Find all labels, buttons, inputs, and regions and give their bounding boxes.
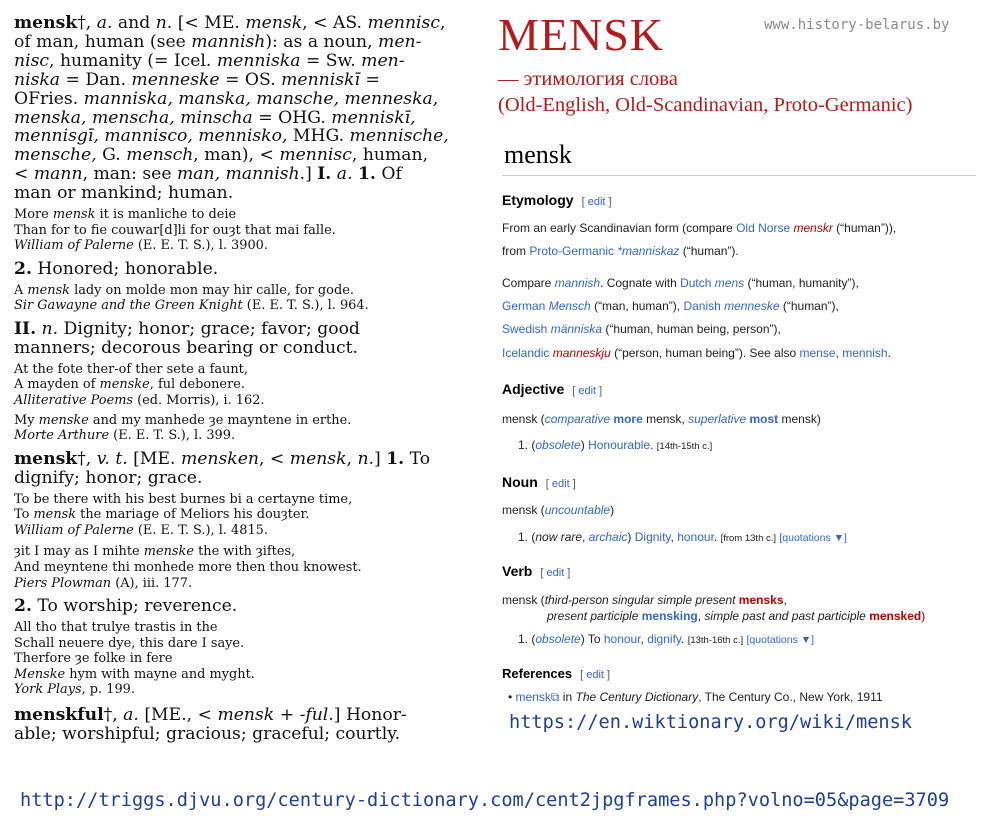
text-run: mensk [33,507,77,523]
text-run: nisc [14,50,50,71]
text-run: [ME., < [138,704,218,725]
wiki-link[interactable]: Old Norse [736,221,791,235]
text-run: mennisc [367,13,440,33]
text-run: , The Century Co., New York, 1911 [698,690,883,704]
text-run: the with ȝiftes, [193,544,296,560]
wiki-link[interactable]: Honourable [588,438,651,452]
text-run: mensch [126,145,194,166]
definition-line [14,127,460,146]
text-run: mennisc [279,145,352,166]
citation-line [14,393,450,409]
headword-divider [502,175,976,176]
text-run: York Plays [14,682,82,698]
text-run: , ful debonere. [149,377,245,393]
definition-line [14,52,460,71]
wiki-link[interactable]: comparative [544,412,611,426]
wiktionary-headword: mensk [504,140,572,169]
text-run: lady on molde mon may hir calle, for gode. [69,282,354,298]
text-run: menneske [131,69,220,90]
text-run: third-person singular simple present [544,593,736,607]
wiki-link[interactable]: uncountable [544,503,611,517]
text-run: (“human”)), [832,221,897,235]
wiki-link[interactable]: honour [677,530,714,544]
definition-line [14,33,460,52]
text-run: mensk [52,207,96,223]
citation-line [14,636,450,652]
text-run: (E. E. T. S.), l. 3900. [133,238,268,254]
text-run: , [582,530,589,544]
citation-line [14,682,450,698]
text-run: Alliterative Poems [14,392,134,408]
text-run: , [783,593,787,607]
wiki-link[interactable]: Mensch [548,299,591,313]
text-run: Morte Arthure [14,428,110,444]
text-run: 1. [357,164,376,185]
text-run: Compare [502,276,555,290]
etymology-line [502,244,739,258]
text-run: (A), iii. 177. [111,575,193,591]
text-run: At the fote ther-of ther sete a faunt, [14,361,248,377]
text-run: ( [537,593,545,607]
text-run: To worship; reverence. [31,596,238,617]
definition-line [14,165,460,184]
text-run: . [650,438,657,452]
citation-line [14,207,450,223]
text-run: , [346,448,358,469]
text-run: mann [33,164,83,185]
text-run: the mariage of Meliors his douȝter. [76,507,310,523]
text-run: = Sw. [300,50,362,71]
text-run: mensk, [642,412,689,426]
citation-line [14,544,450,560]
text-run: , < AS. [302,13,368,33]
etymology-line [502,299,839,313]
text-run: dignify; honor; grace. [14,467,203,488]
page-subtitle [498,66,912,118]
text-run: A [14,282,28,298]
wiki-link[interactable]: dignify [647,632,682,646]
text-run: (E. E. T. S.), l. 399. [109,428,236,444]
text-run: mensk [27,282,70,298]
text-run: mensk [14,13,78,33]
citation-line [14,651,450,667]
text-run: To be there with his best burnes bi a certayne time, [14,491,353,507]
text-run: n. [41,318,59,339]
citation-line [14,238,450,254]
text-run: mensk) [778,412,821,426]
wiki-link[interactable]: Danish [683,299,721,313]
text-run: < [14,164,34,185]
verb-form [502,593,787,607]
text-run: ) To [580,632,604,646]
text-run: mennisgī, mannisco, mennisko, [14,126,288,147]
etymology-line [502,221,896,235]
text-run: ( [537,412,545,426]
wiki-link[interactable]: German [502,299,546,313]
wiki-link[interactable]: mens [714,276,745,290]
wiki-link[interactable]: Dutch [680,276,712,290]
citation-line [14,362,450,378]
text-run: , [670,530,678,544]
text-run: (“person, human being”). See also [610,346,800,360]
text-run: The Century Dictionary [575,690,699,704]
wiktionary-panel [496,130,976,710]
text-run: n. [357,448,375,469]
definition-line [14,339,460,358]
text-run: mannish [191,31,266,52]
text-run: (“human”), [779,299,839,313]
definition-line [14,597,460,616]
text-run: manners; decorous bearing or conduct. [14,337,359,358]
text-run: II. [14,318,37,339]
text-run: MHG. [287,126,350,147]
wiki-link[interactable]: Swedish [502,322,548,336]
edit-link[interactable]: [ edit ] [545,478,576,490]
wiki-link[interactable]: mense [799,346,836,360]
text-run: ): as a noun, [265,31,379,52]
text-run: able; worshipful; gracious; graceful; courtly. [14,723,401,744]
noun-form [502,503,614,517]
wiki-link[interactable]: menneske [724,299,780,313]
text-run: mennische, [349,126,449,147]
text-run: a. [96,13,113,33]
wiki-link[interactable]: archaic [588,530,628,544]
text-run: . Cognate with [600,276,681,290]
subtitle-line-2: (Old-English, Old-Scandinavian, Proto-Germanic) [498,94,913,116]
text-run: = Dan. [60,69,132,90]
text-run: (“man, human”), [590,299,684,313]
text-run: (E. E. T. S.), l. 964. [242,298,369,314]
text-run: menske [38,412,89,428]
text-run: A mayden of [14,377,100,393]
wiki-link[interactable]: [quotations ▼] [746,634,815,646]
text-run: simple past and past participle [704,609,866,623]
definition-line [14,260,460,279]
text-run: niska [14,69,61,90]
text-run: mensk [245,13,303,33]
text-run: , man), < [193,145,280,166]
text-run: , [835,346,843,360]
wiki-link[interactable]: mannish [554,276,601,290]
text-run: ) [610,503,615,517]
text-run: , [440,13,446,33]
text-run: menske [143,544,194,560]
wiki-link[interactable]: Icelandic [502,346,550,360]
definition-line [14,90,460,109]
text-run: = OHG. [252,107,332,128]
citation-line [14,413,450,429]
text-run: menniskī, [331,107,416,128]
references-heading: References [ edit ] [502,666,611,681]
verb-form [547,609,925,623]
wiki-link[interactable]: most [749,412,779,426]
text-run: Than for to fie couwar[d]li for ouȝt that mai falle. [14,222,336,238]
wiki-link[interactable]: mensks [738,593,784,607]
etymology-heading: Etymology [ edit ] [502,192,612,208]
text-run: [< ME. [172,13,246,33]
text-run: (ed. Morris), i. 162. [133,392,265,408]
wiktionary-source-url[interactable]: https://en.wiktionary.org/wiki/mensk [509,712,912,733]
adjective-sense [518,438,712,452]
wiki-link[interactable]: mennish [842,346,888,360]
text-run: . [887,346,891,360]
text-run: ) [627,530,635,544]
text-run: ) [921,609,926,623]
edit-link[interactable]: [ edit ] [540,567,571,579]
text-run: , [697,609,705,623]
text-run: (“human, humanity”), [744,276,859,290]
text-run: , human, [351,145,429,166]
wiki-link[interactable]: *manniskaz [617,244,680,258]
text-run: mensken [180,448,259,469]
text-run: 1. ( [518,438,536,452]
text-run: Menske [14,666,66,682]
text-run: • [508,690,516,704]
text-run: G. [96,145,127,166]
text-run: + [274,704,300,725]
wiki-link[interactable]: superlative [688,412,747,426]
citation-line [14,523,450,539]
text-run: ( [537,503,545,517]
wiki-link[interactable]: Dignity [634,530,671,544]
text-run: All tho that trulye trastis in the [14,620,218,635]
text-run: †, [77,13,97,33]
text-run: ] [374,448,387,469]
wiki-link[interactable]: manneskju [552,346,611,360]
wiki-link[interactable]: menskr [793,221,833,235]
text-run: it is manliche to deie [95,207,237,223]
text-run: [ME. [127,448,181,469]
etymology-line [502,322,781,336]
citation-line [14,620,450,636]
citation-line [14,223,450,239]
text-run: manniska, manska, mansche, menneska, [83,88,439,109]
text-run: [from 13th c.] [720,533,777,544]
definition-line [14,109,460,128]
reference-item [508,690,883,705]
verb-heading: Verb [ edit ] [502,563,571,579]
text-run: To [404,448,431,469]
definition-line [14,71,460,90]
text-run: 1. [386,448,405,469]
text-run: mensk [502,593,538,607]
text-run: William of Palerne [14,238,134,254]
text-run: To [14,507,34,523]
text-run: in [559,690,576,704]
text-run: Of [375,164,402,185]
citation-line [14,492,450,508]
text-run: (“human”). [679,244,739,258]
wiki-link[interactable]: mensking [641,609,698,623]
text-run: Honored; honorable. [31,258,219,279]
text-run: Sir Gawayne and the Green Knight [14,298,243,314]
text-run: men- [361,50,405,71]
definition-line [14,146,460,165]
adjective-form [502,412,821,426]
text-run: And meyntene thi monhede more then thou knowest. [14,559,362,575]
etymology-line [502,346,891,360]
text-run: a. [123,704,139,725]
text-run: mensche, [14,145,97,166]
text-run: ) [580,438,589,452]
text-run: from [502,244,530,258]
text-run: of man, human (see [14,31,192,52]
dictionary-source-url[interactable]: http://triggs.djvu.org/century-dictionary.com/cent2jpgframes.php?volno=05&page=3709 [20,790,950,811]
text-run: and [112,13,156,33]
wiki-link[interactable]: människa [550,322,603,336]
text-run: present participle [547,609,639,623]
text-run: . [713,530,721,544]
text-run: Schall neuere dye, this dare I saye. [14,635,245,651]
text-run: .] [299,164,318,185]
text-run: My [14,412,39,428]
text-run: = [359,69,380,90]
text-run: hym with mayne and myght. [65,666,255,682]
definition-line [14,184,460,203]
text-run: now rare [535,530,583,544]
wiki-link[interactable]: mensked [869,609,922,623]
citation-line [14,667,450,683]
text-run: [14th-15th c.] [656,441,713,452]
citation-line [14,428,450,444]
text-run: , < [258,448,290,469]
text-run: (“human, human being, person”), [602,322,781,336]
wiki-link[interactable]: [quotations ▼] [779,532,847,544]
text-run: Therfore ȝe folke in fere [14,651,173,667]
text-run: . [681,632,688,646]
wiki-link[interactable]: more [613,412,643,426]
text-run: From an early Scandinavian form (compare [502,221,737,235]
text-run: and my manhede ȝe mayntene in erthe. [88,412,352,428]
text-run: , p. 199. [81,682,135,698]
text-run: 2. [14,596,32,617]
text-run: mensk [502,412,538,426]
page-title: MENSK [498,9,665,60]
citation-line [14,283,450,299]
text-run: Dignity; honor; grace; favor; good [58,318,360,339]
edit-link[interactable]: [ edit ] [581,196,612,208]
noun-heading: Noun [ edit ] [502,474,576,490]
wiki-link[interactable]: obsolete [535,438,581,452]
text-run: [13th-16th c.] [687,635,744,646]
citation-line [14,298,450,314]
text-run: v. t. [96,448,128,469]
definition-line [14,706,460,725]
text-run: mensk [14,448,78,469]
text-run: menniskī [281,69,360,90]
text-run: a. [336,164,353,185]
text-run: Piers Plowman [14,575,112,591]
dictionary-entry [14,14,460,744]
wiki-link[interactable]: honour [603,632,641,646]
edit-link[interactable]: [ edit ] [572,385,603,397]
citation-line [14,507,450,523]
text-run: mensk [502,503,538,517]
text-run: -ful [299,704,329,725]
definition-line [14,320,460,339]
definition-line [14,725,460,744]
text-run: n. [155,13,173,33]
definition-line [14,469,460,488]
text-run: menskful [14,704,104,725]
text-run: , [640,632,648,646]
text-run: I. [317,164,332,185]
noun-sense [518,530,847,544]
text-run: ȝit I may as I mihte [14,544,144,560]
text-run: More [14,207,53,223]
site-watermark: www.history-belarus.by [764,17,950,33]
text-run: man, mannish [177,164,300,185]
wiki-link[interactable]: Proto-Germanic [529,244,615,258]
text-run: , humanity (= Icel. [49,50,217,71]
text-run: men- [378,31,422,52]
text-run: mensk [217,704,275,725]
text-run: mensk [289,448,347,469]
text-run: 1. ( [518,530,536,544]
text-run: menniska [216,50,301,71]
definition-line [14,450,460,469]
citation-line [14,377,450,393]
text-run: OFries. [14,88,84,109]
citation-line [14,576,450,592]
text-run: 2. [14,258,32,279]
text-run: menska, menscha, minscha [14,107,253,128]
text-run: (E. E. T. S.), l. 4815. [133,522,268,538]
text-run: man or mankind; human. [14,183,234,204]
text-run: menske [99,377,150,393]
text-run: †, [77,448,97,469]
adjective-heading: Adjective [ edit ] [502,381,603,397]
text-run: 1. ( [518,632,536,646]
text-run: , man: see [82,164,177,185]
text-run: = OS. [219,69,282,90]
text-run: William of Palerne [14,522,134,538]
wiki-link[interactable]: obsolete [535,632,581,646]
edit-link[interactable]: [ edit ] [580,669,611,681]
text-run: †, [103,704,124,725]
verb-sense [518,632,814,646]
subtitle-line-1: — этимология слова [498,68,678,90]
citation-line [14,560,450,576]
wiki-link[interactable]: mensk⧉ [515,690,560,704]
text-run: .] Honor- [328,704,407,725]
definition-line [14,14,460,33]
etymology-line [502,276,859,290]
